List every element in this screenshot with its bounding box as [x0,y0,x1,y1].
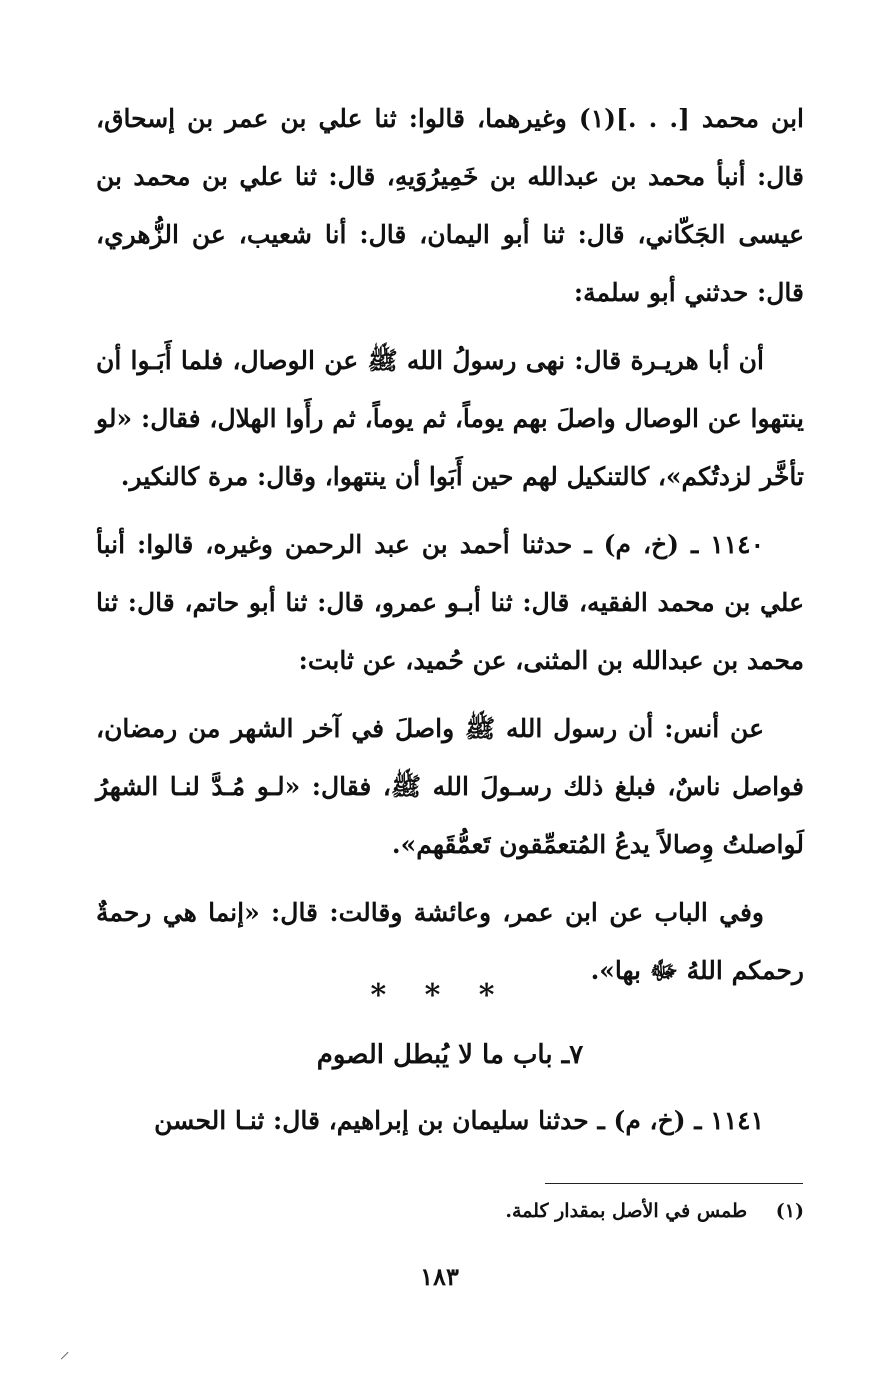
paragraph-isnad-1140: ١١٤٠ ـ (خ، م) ـ حدثنا أحمد بن عبد الرحمن وغيره، قالوا: أنبأ علي بن محمد الفقيه، قال: ثنا أبـو عمرو، قال: ثنا أبو حاتم، قال: ثنا محمد بن عبدالله بن المثنى، عن حُميد، عن ثابت: [96,530,804,675]
footnote-text: طمس في الأصل بمقدار كلمة. [505,1200,748,1222]
paragraph-bab-note: وفي الباب عن ابن عمر، وعائشة وقالت: قال: «إنما هي رحمةٌ رحمكم اللهُ ﷻ بها». [96,898,804,985]
stray-pen-mark [61,1352,69,1360]
footnote-number: (١) [775,1200,804,1222]
paragraph-isnad-1: ابن محمد [. . .](١) وغيرهما، قالوا: ثنا علي بن عمر بن إسحاق، قال: أنبأ محمد بن عبدالله بن خَمِيرُوَيهِ، قال: ثنا علي بن محمد بن عيسى الجَكّاني، قال: ثنا أبو اليمان، قال: أنا شعيب، عن الزُّهري، قال: حدثني أبو سلمة: [96,104,804,307]
paragraph-hadith-anas: عن أنس: أن رسول الله ﷺ واصلَ في آخر الشهر من رمضان، فواصل ناسٌ، فبلغ ذلك رسـولَ الله ﷺ، فقال: «لـو مُـدَّ لنـا الشهرُ لَواصلتُ وِصالاً يدعُ المُتعمِّقون تَعمُّقَهم». [96,714,804,859]
main-text [96,90,804,1010]
section-separator: * * * [370,978,509,1013]
footnote [96,1200,804,1222]
paragraph-hadith-1: أن أبا هريـرة قال: نهى رسولُ الله ﷺ عن الوصال، فلما أَبَـوا أن ينتهوا عن الوصال واصلَ بهم يوماً، ثم يوماً، ثم رأَوا الهلال، فقال: «لو تأخَّر لزدتُكم»، كالتنكيل لهم حين أَبَوا أن ينتهوا، وقال: مرة كالنكير. [96,346,804,491]
footnote-divider [545,1183,803,1184]
chapter-title: ٧ـ باب ما لا يُبطل الصوم [316,1040,584,1070]
page-number: ١٨٣ [420,1262,459,1291]
paragraph-isnad-1141: ١١٤١ ـ (خ، م) ـ حدثنا سليمان بن إبراهيم، قال: ثنـا الحسن [154,1106,764,1135]
